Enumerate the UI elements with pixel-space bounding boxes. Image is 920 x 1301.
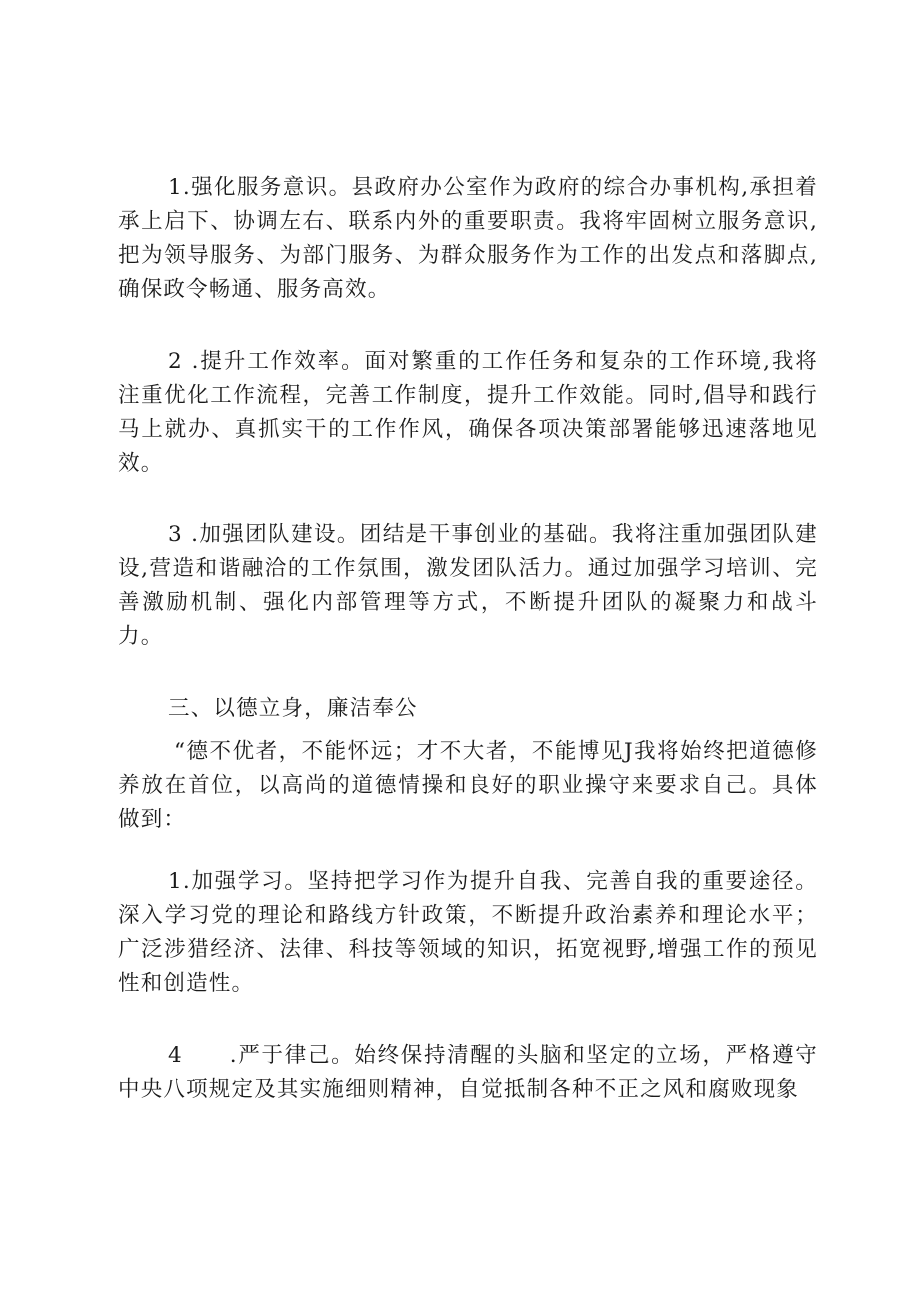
paragraph-study: 1.加强学习。坚持把学习作为提升自我、完善自我的重要途径。深入学习党的理论和路线方针政策，不断提升政治素养和理论水平；广泛涉猎经济、法律、科技等领域的知识，拓宽视野,增强工作的预见性和创造性。 bbox=[118, 869, 818, 996]
paragraph-self-discipline: 4 .严于律己。始终保持清醒的头脑和坚定的立场，严格遵守中央八项规定及其实施细则精神，自觉抵制各种不正之风和腐败现象 bbox=[118, 1043, 818, 1102]
paragraph-work-efficiency: 2 .提升工作效率。面对繁重的工作任务和复杂的工作环境,我将注重优化工作流程，完善工作制度，提升工作效能。同时,倡导和践行马上就办、真抓实干的工作作风，确保各项决策部署能够迅速落地见效。 bbox=[118, 349, 818, 476]
paragraph-service-awareness: 1.强化服务意识。县政府办公室作为政府的综合办事机构,承担着承上启下、协调左右、联系内外的重要职责。我将牢固树立服务意识,把为领导服务、为部门服务、为群众服务作为工作的出发点和落脚点,确保政令畅通、服务高效。 bbox=[118, 175, 818, 302]
paragraph-team-building: 3 .加强团队建设。团结是干事创业的基础。我将注重加强团队建设,营造和谐融洽的工作氛围，激发团队活力。通过加强学习培训、完善激励机制、强化内部管理等方式，不断提升团队的凝聚力和战斗力。 bbox=[118, 522, 818, 649]
paragraph-virtue-quote: “德不优者，不能怀远；才不大者，不能博见J我将始终把道德修养放在首位，以高尚的道德情操和良好的职业操守来要求自己。具体做到： bbox=[118, 739, 818, 832]
section-heading-virtue: 三、以德立身，廉洁奉公 bbox=[168, 696, 418, 721]
